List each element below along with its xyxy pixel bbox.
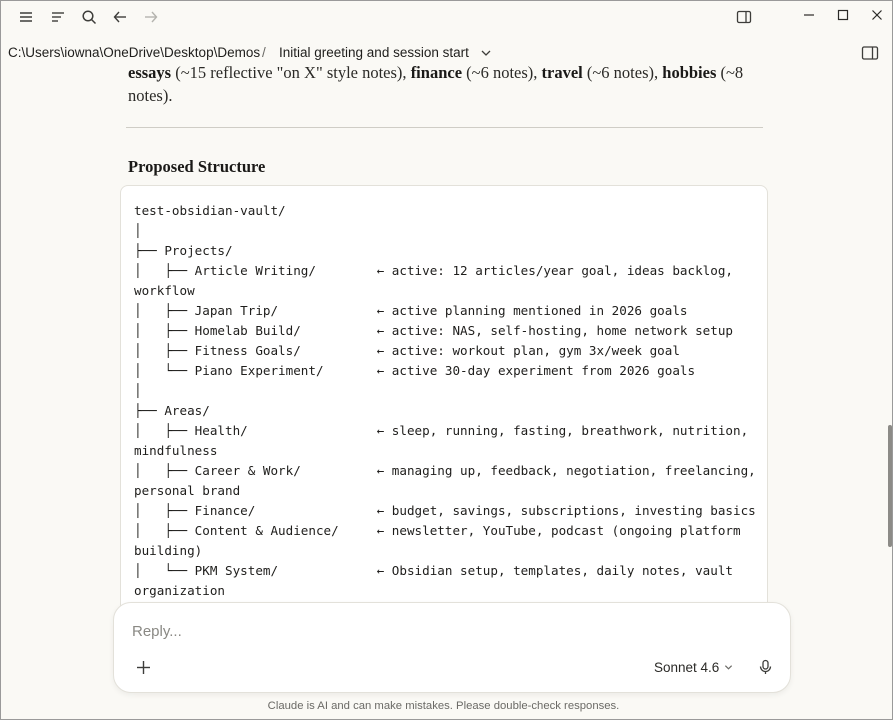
path-separator: / <box>262 45 266 60</box>
add-attachment-button[interactable] <box>132 656 154 678</box>
bold-term: finance <box>410 63 463 82</box>
search-icon[interactable] <box>78 7 100 27</box>
scrollbar-thumb[interactable] <box>888 425 892 547</box>
code-line: │ └── Piano Experiment/ ← active 30-day experiment from 2026 goals <box>134 363 696 378</box>
message-paragraph <box>128 61 758 107</box>
outline-icon[interactable] <box>47 7 69 27</box>
code-line: │ └── PKM System/ ← Obsidian setup, templates, daily notes, vault <box>134 563 733 578</box>
code-line: personal brand <box>134 483 241 498</box>
model-name: Sonnet 4.6 <box>654 659 720 675</box>
code-line: │ ├── Article Writing/ ← active: 12 articles/year goal, ideas backlog, <box>134 263 733 278</box>
bold-term: travel <box>541 63 583 82</box>
code-line: ├── Areas/ <box>134 403 210 418</box>
composer <box>113 602 791 693</box>
chevron-down-icon <box>724 663 733 672</box>
paragraph-text: (~6 notes), <box>462 63 542 82</box>
close-icon[interactable] <box>866 5 888 25</box>
scrollbar[interactable] <box>887 33 893 719</box>
divider <box>126 127 763 128</box>
bold-term: essays <box>128 63 172 82</box>
code-line: ├── Projects/ <box>134 243 233 258</box>
code-content <box>134 201 764 601</box>
code-line: │ ├── Finance/ ← budget, savings, subscriptions, investing basics <box>134 503 756 518</box>
code-line: │ ├── Homelab Build/ ← active: NAS, self-hosting, home network setup <box>134 323 733 338</box>
code-line: mindfulness <box>134 443 218 458</box>
code-line: building) <box>134 543 203 558</box>
minimize-icon[interactable] <box>798 5 820 25</box>
code-line: organization <box>134 583 225 598</box>
code-line: workflow <box>134 283 195 298</box>
forward-arrow-icon[interactable] <box>140 7 162 27</box>
sidebar-toggle-icon[interactable] <box>733 7 755 27</box>
paragraph-text: (~8 notes). <box>128 63 744 105</box>
code-line: │ <box>134 223 142 238</box>
folder-path[interactable]: C:\Users\iowna\OneDrive\Desktop\Demos <box>8 45 261 60</box>
reply-input[interactable] <box>132 619 732 643</box>
paragraph-text: (~6 notes), <box>582 63 663 82</box>
title-bar <box>1 1 892 33</box>
paragraph-text: (~15 reflective "on X" style notes), <box>171 63 411 82</box>
disclaimer: Claude is AI and can make mistakes. Please double-check responses. <box>267 700 620 712</box>
bold-term: hobbies <box>662 63 717 82</box>
code-block <box>120 185 768 625</box>
menu-icon[interactable] <box>15 7 37 27</box>
back-arrow-icon[interactable] <box>109 7 131 27</box>
model-selector[interactable] <box>654 657 733 677</box>
code-line: │ <box>134 383 142 398</box>
code-line: │ ├── Content & Audience/ ← newsletter, YouTube, podcast (ongoing platform <box>134 523 741 538</box>
code-line: │ ├── Japan Trip/ ← active planning mentioned in 2026 goals <box>134 303 688 318</box>
section-heading: Proposed Structure <box>128 157 266 176</box>
code-line: │ ├── Health/ ← sleep, running, fasting, breathwork, nutrition, <box>134 423 749 438</box>
microphone-button[interactable] <box>754 656 776 678</box>
maximize-icon[interactable] <box>832 5 854 25</box>
code-line: │ ├── Career & Work/ ← managing up, feedback, negotiation, freelancing, <box>134 463 756 478</box>
code-line: │ ├── Fitness Goals/ ← active: workout plan, gym 3x/week goal <box>134 343 680 358</box>
session-title[interactable]: Initial greeting and session start <box>279 45 469 60</box>
code-line: test-obsidian-vault/ <box>134 203 286 218</box>
